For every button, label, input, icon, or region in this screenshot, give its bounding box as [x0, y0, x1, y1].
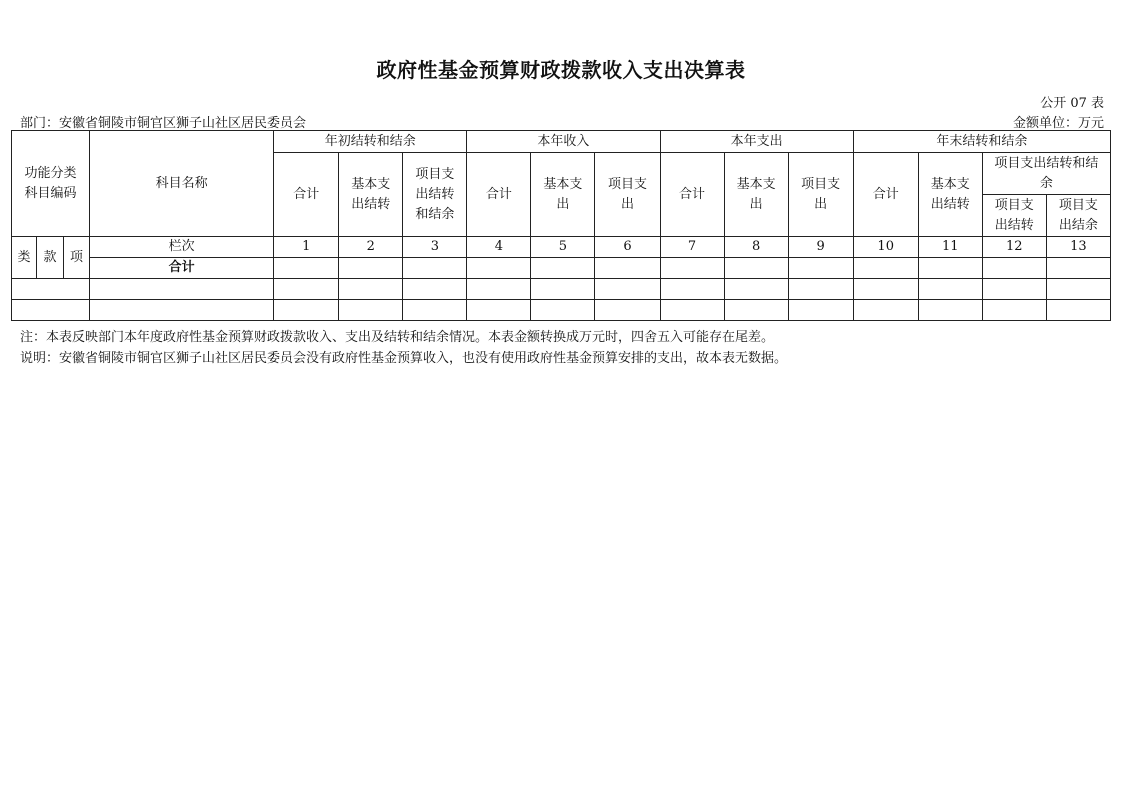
- group-header-opening: 年初结转和结余: [274, 131, 467, 153]
- group-header-expense: 本年支出: [660, 131, 853, 153]
- column-label: 栏次: [90, 237, 274, 258]
- xiang-header: 项: [64, 237, 90, 279]
- empty-row: [12, 279, 1111, 300]
- income-total-header: 合计: [467, 153, 531, 237]
- expense-basic-header: 基本支 出: [724, 153, 788, 237]
- closing-project-carry-header: 项目支 出结转: [982, 195, 1046, 237]
- income-project-header: 项目支 出: [595, 153, 660, 237]
- total-row: [12, 258, 1111, 279]
- col-num-7: 7: [660, 237, 724, 258]
- page-title: 政府性基金预算财政拨款收入支出决算表: [376, 58, 746, 82]
- total-row-label: 合计: [90, 258, 274, 279]
- expense-project-header: 项目支 出: [788, 153, 853, 237]
- form-number: 公开 07 表: [1040, 96, 1104, 111]
- department-label: 部门：安徽省铜陵市铜官区狮子山社区居民委员会: [20, 116, 307, 131]
- empty-row: [12, 300, 1111, 321]
- income-basic-header: 基本支 出: [531, 153, 595, 237]
- col-num-10: 10: [853, 237, 918, 258]
- budget-table: [11, 130, 1111, 321]
- col-num-12: 12: [982, 237, 1046, 258]
- group-header-income: 本年收入: [467, 131, 660, 153]
- col-num-4: 4: [467, 237, 531, 258]
- expense-total-header: 合计: [660, 153, 724, 237]
- header-row-1: [12, 131, 1111, 153]
- func-code-header: 功能分类 科目编码: [12, 131, 90, 237]
- col-num-9: 9: [788, 237, 853, 258]
- col-num-1: 1: [274, 237, 339, 258]
- closing-project-balance-header: 项目支 出结余: [1046, 195, 1110, 237]
- group-header-closing: 年末结转和结余: [853, 131, 1110, 153]
- col-num-13: 13: [1046, 237, 1110, 258]
- opening-total-header: 合计: [274, 153, 339, 237]
- opening-project-header: 项目支 出结转 和结余: [403, 153, 467, 237]
- col-num-6: 6: [595, 237, 660, 258]
- table-explanation: 说明：安徽省铜陵市铜官区狮子山社区居民委员会没有政府性基金预算收入，也没有使用政府性基金预算安排的支出，故本表无数据。: [20, 351, 788, 366]
- col-num-3: 3: [403, 237, 467, 258]
- col-num-2: 2: [339, 237, 403, 258]
- amount-unit-label: 金额单位：万元: [1012, 116, 1104, 131]
- opening-basic-header: 基本支 出结转: [339, 153, 403, 237]
- table-note: 注：本表反映部门本年度政府性基金预算财政拨款收入、支出及结转和结余情况。本表金额转换成万元时，四舍五入可能存在尾差。: [20, 330, 775, 345]
- col-num-5: 5: [531, 237, 595, 258]
- closing-project-group-header: 项目支出结转和结 余: [982, 153, 1110, 195]
- col-num-11: 11: [918, 237, 982, 258]
- lei-header: 类: [12, 237, 37, 279]
- column-number-row: [12, 237, 1111, 258]
- closing-total-header: 合计: [853, 153, 918, 237]
- col-num-8: 8: [724, 237, 788, 258]
- closing-basic-header: 基本支 出结转: [918, 153, 982, 237]
- kuan-header: 款: [37, 237, 64, 279]
- subject-name-header: 科目名称: [90, 131, 274, 237]
